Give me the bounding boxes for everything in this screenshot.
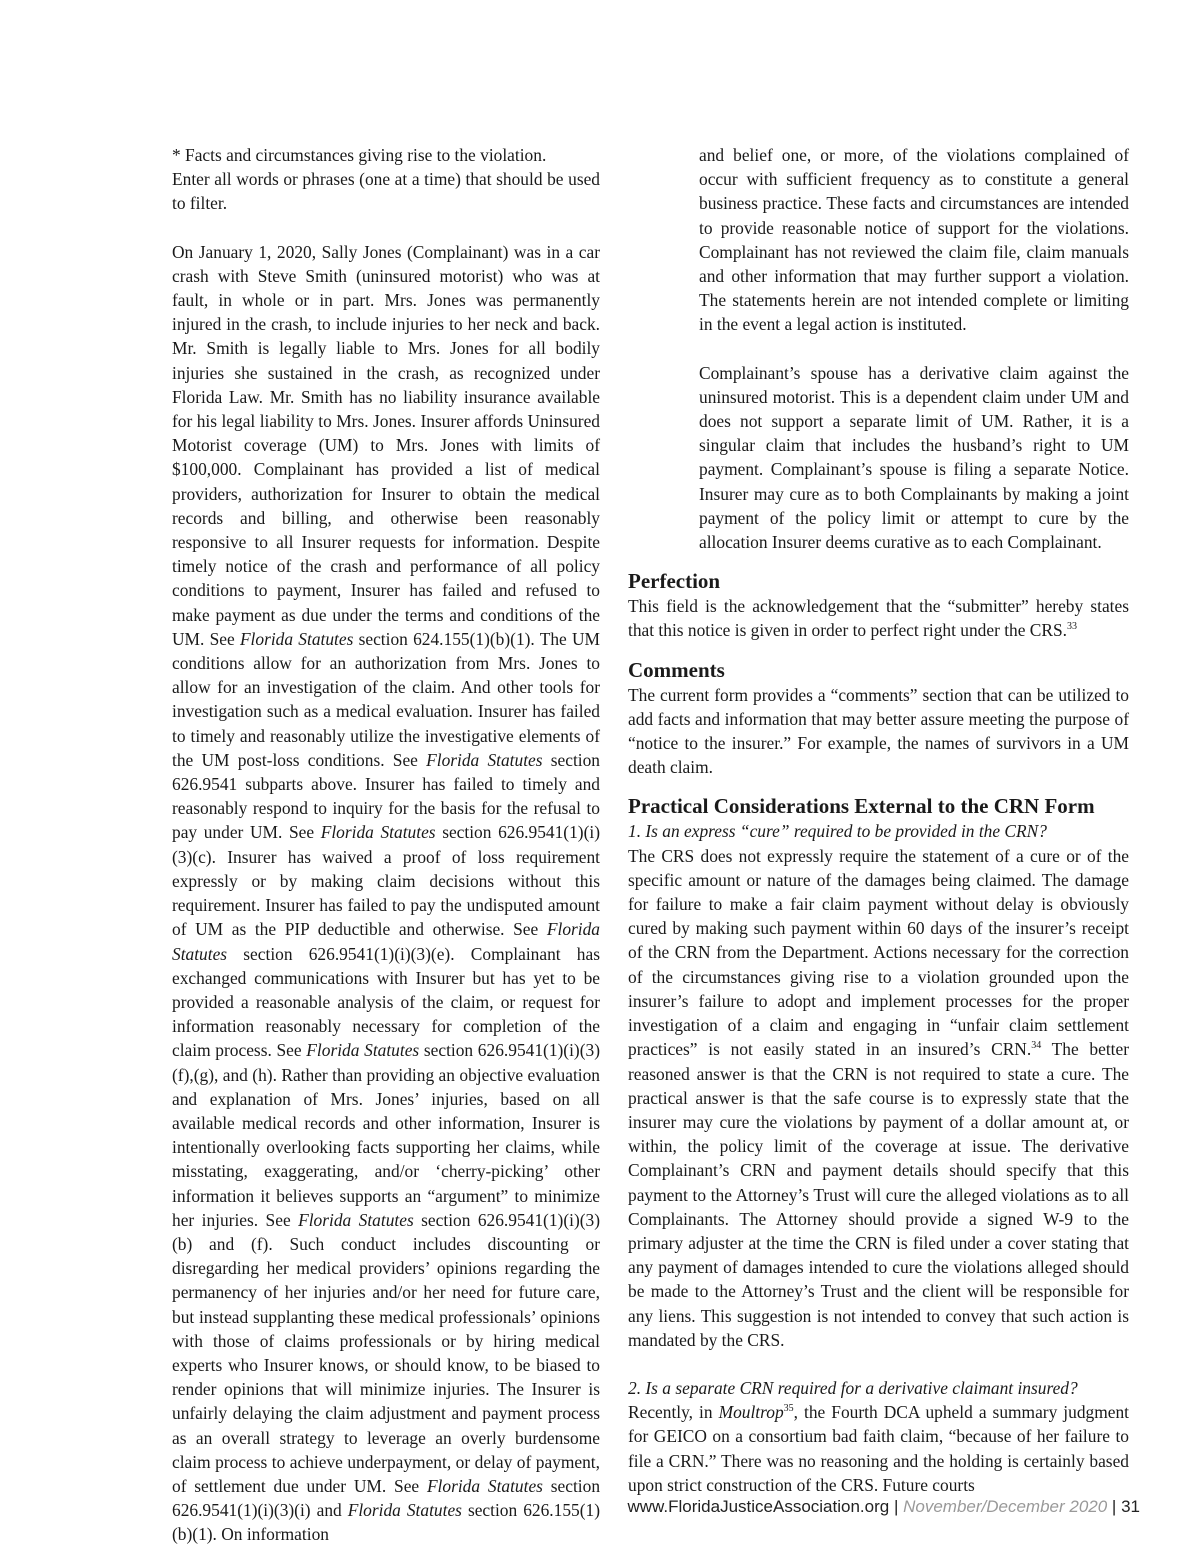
indent-paragraph-2: Complainant’s spouse has a derivative claim against the uninsured motorist. This is a dependent claim under UM and does not support a separate limit of UM. Rather, it is a singular claim that includes the husband’s right to UM payment. Complainant’s spouse is filing a separate Notice. Insurer may cure as to both Complainants by making a joint payment of the policy limit or attempt to cure by the allocation Insurer deems curative as to each Complainant. xyxy=(699,362,1129,553)
footnote-ref: 34 xyxy=(1031,1040,1042,1052)
question-1: 1. Is an express “cure” required to be provided in the CRN? xyxy=(628,821,1047,842)
issue-date: November/December 2020 xyxy=(903,1497,1108,1516)
perfection-heading: Perfection xyxy=(628,569,721,594)
right-column xyxy=(628,143,1129,1497)
page-footer: www.FloridaJusticeAssociation.org | November/December 2020 | 31 xyxy=(627,1497,1140,1516)
question-2-answer: Recently, in Moultrop$^{35}$, the Fourth DCA upheld a summary judgment for GEICO on a consortium bad faith claim, “because of her failure to file a CRN.” There was no reasoning and the holding is certainly based upon strict construction of the CRS. Future courts xyxy=(628,1402,1129,1495)
practical-considerations-heading: Practical Considerations External to the CRN Form xyxy=(628,794,1095,819)
indented-example-continued xyxy=(699,143,1129,554)
comments-text: The current form provides a “comments” section that can be utilized to add facts and information that may better assure meeting the purpose of “notice to the insurer.” For example, the names of survivors in a UM death claim. xyxy=(628,684,1129,778)
perfection-text: This field is the acknowledgement that the “submitter” hereby states that this notice is given in order to perfect right under the CRS.$^{33}$ xyxy=(628,596,1129,641)
filter-instruction: Enter all words or phrases (one at a time) that should be used to filter. xyxy=(172,169,600,214)
left-column xyxy=(172,143,600,1547)
comments-heading: Comments xyxy=(628,657,725,682)
facts-label: * Facts and circumstances giving rise to the violation. xyxy=(172,145,547,165)
question-1-answer: The CRS does not expressly require the statement of a cure or of the specific amount or nature of the damages being claimed. The damage for failure to make a fair claim payment without delay is obviously cured by making such payment within 60 days of the insurer’s receipt of the CRN from the Department. Actions necessary for the correction of the circumstances giving rise to a violation grounded upon the insurer’s failure to adopt and implement processes for the proper investigation of a claim and engaging in “unfair claim settlement practices” is not easily stated in an insured’s CRN.$^{34}$ The better reasoned answer is that the CRN is not required to state a cure. The practical answer is that the safe course is to expressly state that the insurer may cure the violations by payment of a dollar amount at, or within, the policy limit of the coverage at issue. The derivative Complainant’s CRN and payment details should specify that this payment to the Attorney’s Trust will cure the alleged violations as to all Complainants. The Attorney should provide a signed W-9 to the primary adjuster at the time the CRN is filed under a cover stating that any payment of damages intended to cure the violations alleged should be made to the Attorney’s Trust and the client will be responsible for any liens. This suggestion is not intended to convey that such action is mandated by the CRS. xyxy=(628,845,1129,1350)
page-number: 31 xyxy=(1121,1497,1140,1516)
indent-paragraph-1: and belief one, or more, of the violations complained of occur with sufficient frequency as to constitute a general business practice. These facts and circumstances are intended to provide reasonable notice of support for the violations. Complainant has not reviewed the claim file, claim manuals and other information that may further support a violation. The statements herein are not intended complete or limiting in the event a legal action is instituted. xyxy=(699,145,1129,335)
question-2: 2. Is a separate CRN required for a derivative claimant insured? xyxy=(628,1377,1078,1398)
footnote-ref: 33 xyxy=(1067,621,1078,633)
website-link[interactable]: www.FloridaJusticeAssociation.org xyxy=(627,1497,890,1516)
footnote-ref: 35 xyxy=(783,1403,794,1415)
example-narrative: On January 1, 2020, Sally Jones (Complainant) was in a car crash with Steve Smith (uninsured motorist) who was at fault, in whole or in part. Mrs. Jones was permanently injured in the crash, to include injuries to her neck and back. Mr. Smith is legally liable to Mrs. Jones for all bodily injuries she sustained in the crash, as recognized under Florida Law. Mr. Smith has no liability insurance available for his legal liability to Mrs. Jones. Insurer affords Uninsured Motorist coverage (UM) to Mrs. Jones with limits of $100,000. Complainant has provided a list of medical providers, authorization for Insurer to obtain the medical records and billing, and otherwise been reasonably responsive to all Insurer requests for information. Despite timely notice of the crash and performance of all policy conditions to payment, Insurer has failed and refused to make payment as due under the terms and conditions of the UM. See Florida Statutes section 624.155(1)(b)(1). The UM conditions allow for an authorization from Mrs. Jones to allow for an investigation of the claim. And other tools for investigation such as a medical evaluation. Insurer has failed to timely and reasonably utilize the investigative elements of the UM post-loss conditions. See Florida Statutes section 626.9541 subparts above. Insurer has failed to timely and reasonably respond to inquiry for the basis for the refusal to pay under UM. See Florida Statutes section 626.9541(1)(i)(3)(c). Insurer has waived a proof of loss requirement expressly or by making claim decisions without this requirement. Insurer has failed to pay the undisputed amount of UM as the PIP deductible and otherwise. See Florida Statutes section 626.9541(1)(i)(3)(e). Complainant has exchanged communications with Insurer but has yet to be provided a reasonable analysis of the claim, or request for information reasonably necessary for completion of the claim process. See Florida Statutes section 626.9541(1)(i)(3)(f),(g), and (h). Rather than providing an objective evaluation and explanation of Mrs. Jones’ injuries, based on all available medical records and other information, Insurer is intentionally overlooking facts supporting her claims, while misstating, exaggerating, and/or ‘cherry-picking’ other information it believes supports an “argument” to minimize her injuries. See Florida Statutes section 626.9541(1)(i)(3)(b) and (f). Such conduct includes discounting or disregarding her medical providers’ opinions regarding the permanency of her injuries and/or her need for future care, but instead supplanting these medical professionals’ opinions with those of claims professionals or by hiring medical experts who Insurer knows, or should know, to be biased to render opinions that will minimize injuries. The Insurer is unfairly delaying the claim adjustment and payment process as an overall strategy to leverage an overly burdensome claim process to achieve underpayment, or delay of payment, of settlement due under UM. See Florida Statutes section 626.9541(1)(i)(3)(i) and Florida Statutes section 626.155(1)(b)(1). On information xyxy=(172,241,601,1545)
